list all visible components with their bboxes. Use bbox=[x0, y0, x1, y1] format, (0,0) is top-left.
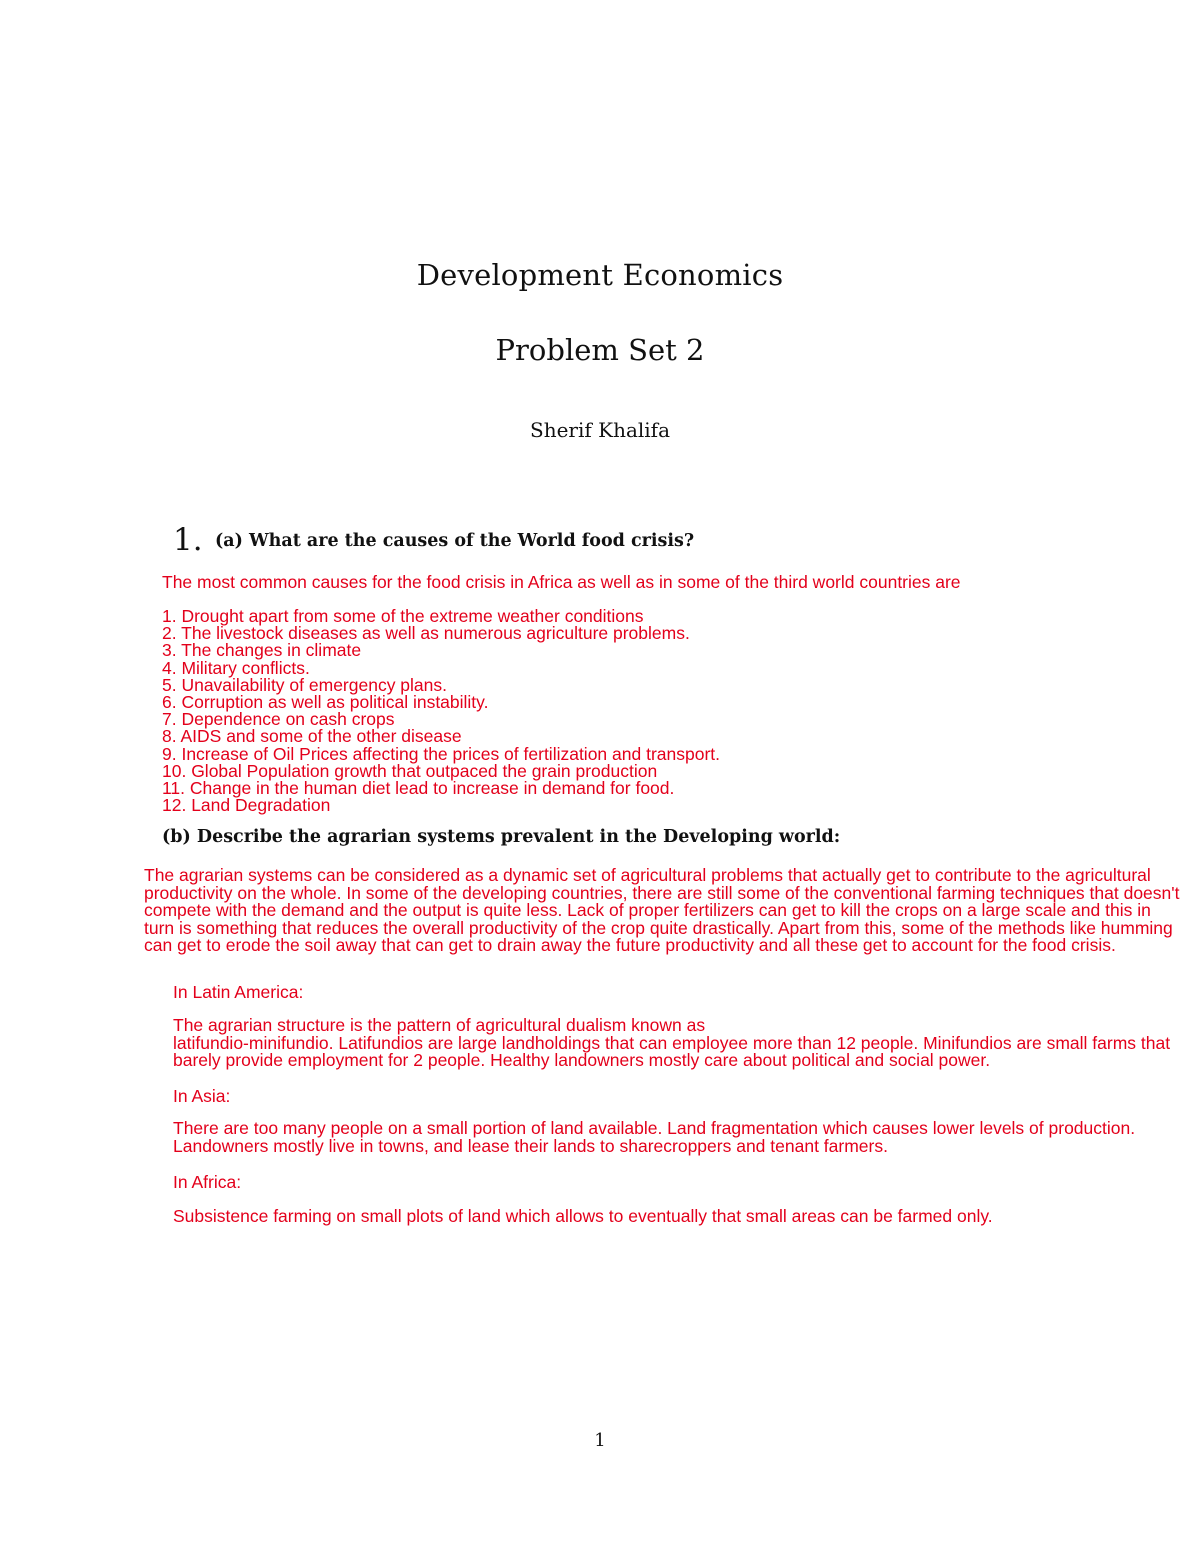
africa-paragraph: Subsistence farming on small plots of land which allows to eventually that small areas can be farmed only. bbox=[173, 1206, 993, 1226]
question-part-b: (b) Describe the agrarian systems prevalent in the Developing world: bbox=[162, 827, 841, 847]
question-part-a: (a) What are the causes of the World food crisis? bbox=[215, 531, 695, 551]
cause-list-item: 4. Military conflicts. bbox=[162, 657, 310, 678]
latin-america-paragraph bbox=[173, 1017, 1200, 1070]
question-number: 1. bbox=[173, 522, 203, 558]
cause-list-item: 11. Change in the human diet lead to increase in demand for food. bbox=[162, 778, 675, 799]
page-number: 1 bbox=[594, 1430, 606, 1451]
asia-paragraph: There are too many people on a small portion of land available. Land fragmentation which causes lower levels of production. Landowners mostly live in towns, and lease their lands to sharecroppers and tenant farmers. bbox=[173, 1118, 1136, 1156]
latin-america-rest: latifundio-minifundio. Latifundios are large landholdings that can employee more than 12 people. Minifundios are small farms that barely provide employment for 2 people. Healthy landowners mostly care about political and social power. bbox=[173, 1032, 1171, 1071]
answer-b-paragraph: The agrarian systems can be considered as a dynamic set of agricultural problems that actually get to contribute to the agricultural productivity on the whole. In some of the developing countries, there are still some of the conventional farming techniques that doesn't compete with the demand and the output is quite less. Lack of proper fertilizers can get to kill the crops on a large scale and this in turn is something that reduces the overall productivity of the crop quite drastically. Apart from this, some of the methods like humming can get to erode the soil away that can get to drain away the future productivity and all these get to account for the food crisis. bbox=[144, 865, 1180, 956]
answer-a-intro: The most common causes for the food crisis in Africa as well as in some of the third world countries are bbox=[162, 572, 961, 592]
cause-list-item: 9. Increase of Oil Prices affecting the prices of fertilization and transport. bbox=[162, 743, 721, 764]
latin-america-heading: In Latin America: bbox=[173, 982, 304, 1002]
author-name: Sherif Khalifa bbox=[530, 418, 670, 442]
cause-list-item: 5. Unavailability of emergency plans. bbox=[162, 674, 448, 695]
causes-list bbox=[162, 608, 720, 814]
cause-list-item: 2. The livestock diseases as well as numerous agriculture problems. bbox=[162, 623, 690, 644]
cause-list-item: 10. Global Population growth that outpaced the grain production bbox=[162, 760, 658, 781]
cause-list-item: 12. Land Degradation bbox=[162, 795, 331, 816]
cause-list-item: 3. The changes in climate bbox=[162, 640, 362, 661]
document-subtitle: Problem Set 2 bbox=[495, 333, 705, 367]
asia-heading: In Asia: bbox=[173, 1086, 231, 1106]
document-title: Development Economics bbox=[416, 258, 784, 292]
africa-heading: In Africa: bbox=[173, 1172, 242, 1192]
cause-list-item: 7. Dependence on cash crops bbox=[162, 709, 395, 730]
cause-list-item: 1. Drought apart from some of the extreme weather conditions bbox=[162, 606, 644, 626]
latin-america-line1: The agrarian structure is the pattern of agricultural dualism known as bbox=[173, 1015, 706, 1035]
cause-list-item: 8. AIDS and some of the other disease bbox=[162, 726, 462, 747]
cause-list-item: 6. Corruption as well as political instability. bbox=[162, 692, 489, 713]
